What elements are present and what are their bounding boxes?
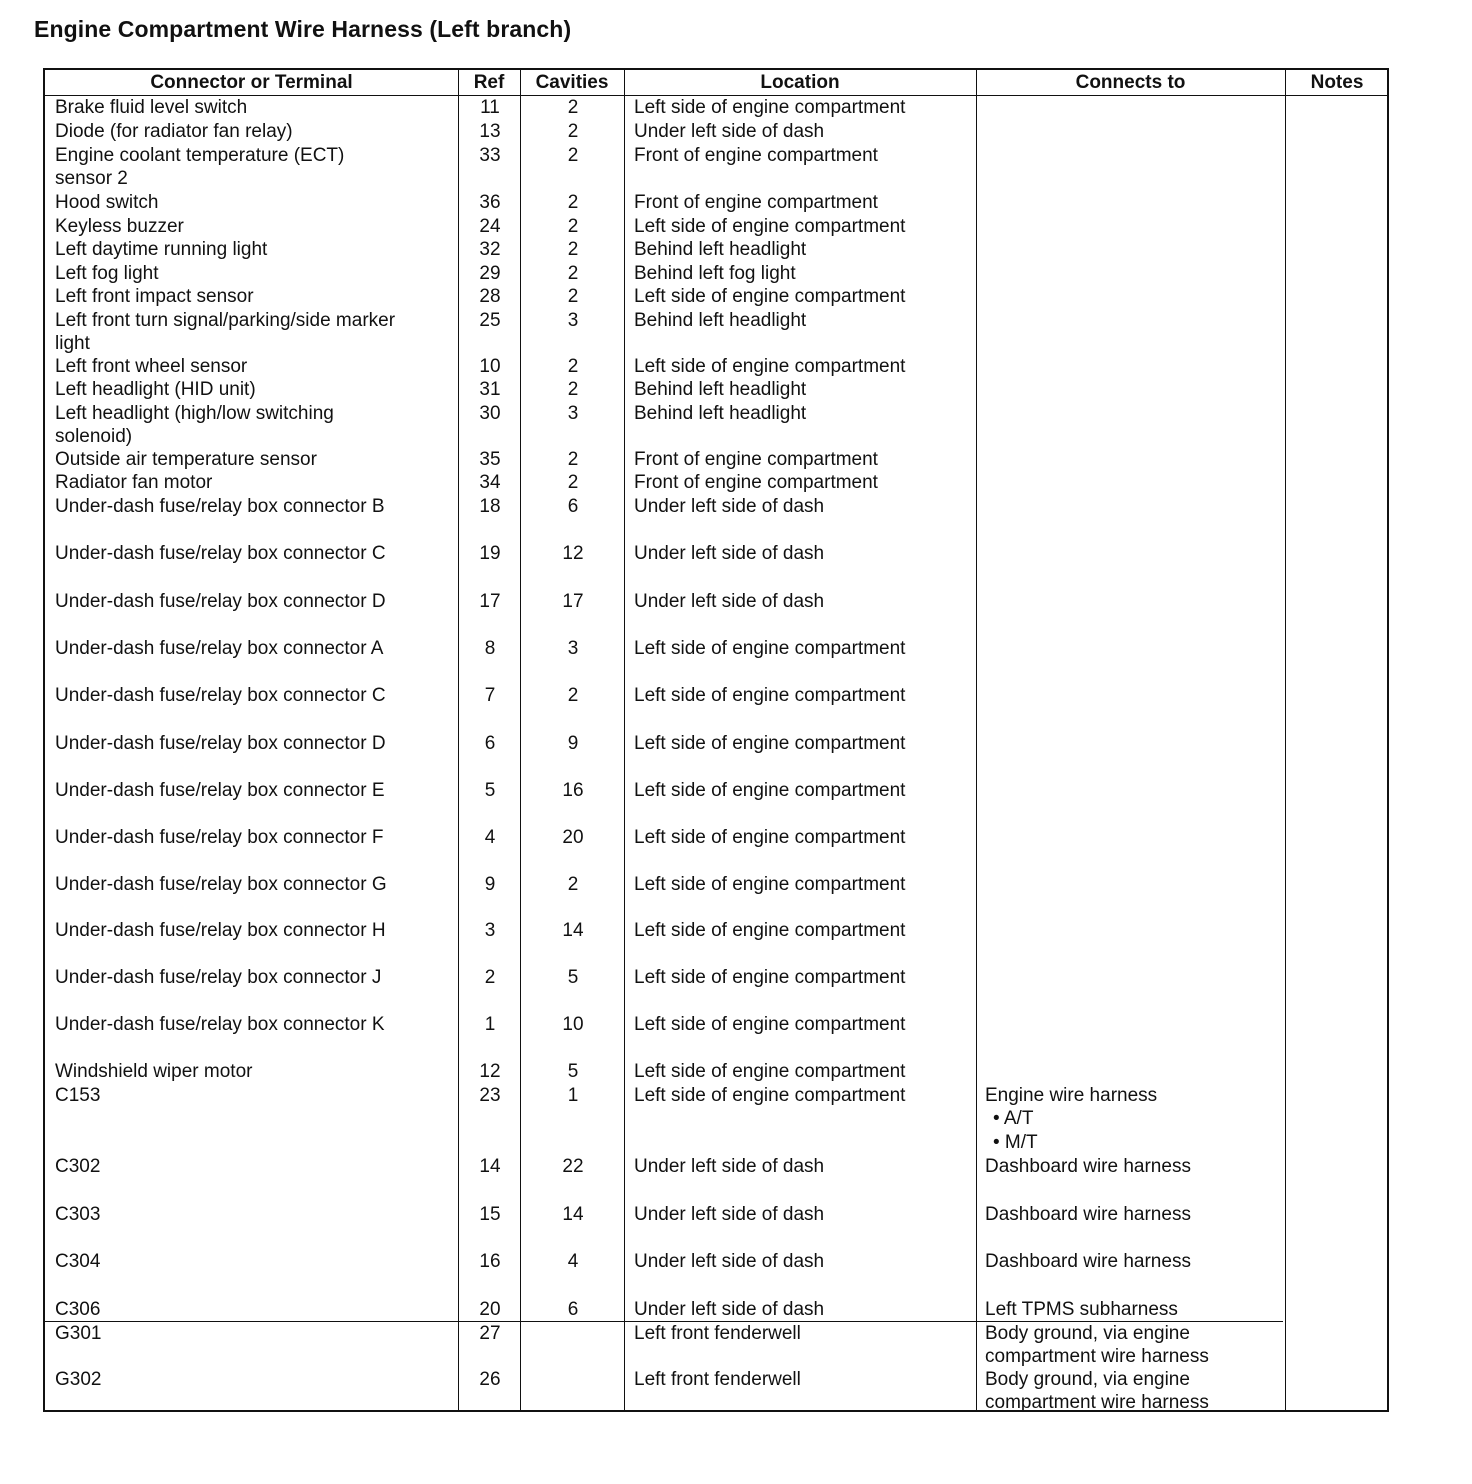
connector-name: Left front turn signal/parking/side marker light [55, 310, 396, 355]
cavities-value: 20 [562, 827, 584, 848]
connects-to-value: Body ground, via engine compartment wire harness [985, 1369, 1209, 1414]
location-value: Left side of engine compartment [634, 1061, 906, 1082]
connector-name: C153 [55, 1085, 101, 1106]
ref-value: 9 [484, 874, 496, 895]
connector-name: Radiator fan motor [55, 472, 213, 493]
cavities-value: 22 [562, 1156, 584, 1177]
ref-value: 18 [479, 496, 501, 517]
connector-name: G302 [55, 1369, 102, 1390]
connector-name: Left headlight (high/low switching solenoid) [55, 403, 334, 448]
ref-value: 7 [484, 685, 496, 706]
location-value: Front of engine compartment [634, 192, 878, 213]
cavities-value: 5 [567, 967, 579, 988]
ref-value: 28 [479, 286, 501, 307]
connector-name: G301 [55, 1323, 102, 1344]
ref-value: 25 [479, 310, 501, 331]
location-value: Behind left headlight [634, 310, 807, 331]
header-notes: Notes [1310, 72, 1364, 93]
ref-value: 19 [479, 543, 501, 564]
location-value: Under left side of dash [634, 496, 825, 517]
connector-name: Engine coolant temperature (ECT) sensor 2 [55, 145, 345, 190]
connector-name: C306 [55, 1299, 101, 1320]
header-cavities: Cavities [535, 72, 609, 93]
header-location: Location [760, 72, 840, 93]
connector-name: Diode (for radiator fan relay) [55, 121, 293, 142]
cavities-value: 6 [567, 1299, 579, 1320]
cavities-value: 14 [562, 920, 584, 941]
location-value: Left front fenderwell [634, 1323, 801, 1344]
cavities-value: 3 [567, 310, 579, 331]
cavities-value: 2 [567, 449, 579, 470]
ref-value: 34 [479, 472, 501, 493]
cavities-value: 16 [562, 780, 584, 801]
connector-name: Under-dash fuse/relay box connector K [55, 1014, 385, 1035]
connector-name: Windshield wiper motor [55, 1061, 253, 1082]
page-title: Engine Compartment Wire Harness (Left branch) [34, 16, 572, 42]
header-ref: Ref [473, 72, 505, 93]
location-value: Under left side of dash [634, 591, 825, 612]
ref-value: 20 [479, 1299, 501, 1320]
location-value: Under left side of dash [634, 1251, 825, 1272]
ref-value: 8 [484, 638, 496, 659]
connector-name: Under-dash fuse/relay box connector G [55, 874, 387, 895]
cavities-value: 2 [567, 216, 579, 237]
cavities-value: 3 [567, 638, 579, 659]
location-value: Under left side of dash [634, 543, 825, 564]
ref-value: 12 [479, 1061, 501, 1082]
location-value: Left side of engine compartment [634, 780, 906, 801]
location-value: Left side of engine compartment [634, 827, 906, 848]
cavities-value: 2 [567, 263, 579, 284]
cavities-value: 1 [567, 1085, 579, 1106]
location-value: Under left side of dash [634, 1156, 825, 1177]
ref-value: 24 [479, 216, 501, 237]
ref-value: 35 [479, 449, 501, 470]
location-value: Front of engine compartment [634, 472, 878, 493]
ref-value: 23 [479, 1085, 501, 1106]
location-value: Left side of engine compartment [634, 733, 906, 754]
connector-name: Under-dash fuse/relay box connector E [55, 780, 385, 801]
connector-name: Left headlight (HID unit) [55, 379, 256, 400]
connects-to-value: Left TPMS subharness [985, 1299, 1178, 1320]
connects-to-value: Engine wire harness • A/T • M/T [985, 1085, 1158, 1153]
ref-value: 32 [479, 239, 501, 260]
connector-name: Under-dash fuse/relay box connector C [55, 543, 386, 564]
cavities-value: 10 [562, 1014, 584, 1035]
cavities-value: 2 [567, 121, 579, 142]
location-value: Left side of engine compartment [634, 874, 906, 895]
location-value: Left side of engine compartment [634, 97, 906, 118]
location-value: Left side of engine compartment [634, 1085, 906, 1106]
connector-name: C303 [55, 1204, 101, 1225]
connector-name: Under-dash fuse/relay box connector D [55, 733, 386, 754]
ref-value: 3 [484, 920, 496, 941]
header-connector: Connector or Terminal [150, 72, 353, 93]
cavities-value: 2 [567, 97, 579, 118]
cavities-value: 6 [567, 496, 579, 517]
location-value: Behind left fog light [634, 263, 796, 284]
connector-name: Under-dash fuse/relay box connector A [55, 638, 384, 659]
location-value: Left side of engine compartment [634, 216, 906, 237]
connector-name: Left front wheel sensor [55, 356, 248, 377]
ref-value: 27 [479, 1323, 501, 1344]
col-divider [976, 70, 977, 1410]
ref-value: 6 [484, 733, 496, 754]
connector-name: Outside air temperature sensor [55, 449, 317, 470]
ref-value: 29 [479, 263, 501, 284]
cavities-value: 4 [567, 1251, 579, 1272]
location-value: Behind left headlight [634, 403, 807, 424]
ref-value: 17 [479, 591, 501, 612]
ref-value: 36 [479, 192, 501, 213]
header-connects-to: Connects to [1075, 72, 1186, 93]
location-value: Front of engine compartment [634, 449, 878, 470]
ref-value: 33 [479, 145, 501, 166]
connector-name: Left fog light [55, 263, 159, 284]
ref-value: 2 [484, 967, 496, 988]
location-value: Under left side of dash [634, 1299, 825, 1320]
connector-name: Under-dash fuse/relay box connector B [55, 496, 385, 517]
location-value: Behind left headlight [634, 239, 807, 260]
connector-name: Left front impact sensor [55, 286, 254, 307]
ref-value: 31 [479, 379, 501, 400]
cavities-value: 2 [567, 685, 579, 706]
connector-name: Keyless buzzer [55, 216, 184, 237]
connector-name: Under-dash fuse/relay box connector C [55, 685, 386, 706]
ref-value: 4 [484, 827, 496, 848]
ref-value: 5 [484, 780, 496, 801]
ref-value: 15 [479, 1204, 501, 1225]
cavities-value: 3 [567, 403, 579, 424]
ref-value: 1 [484, 1014, 496, 1035]
col-divider [1285, 70, 1286, 1410]
ref-value: 16 [479, 1251, 501, 1272]
ref-value: 26 [479, 1369, 501, 1390]
location-value: Under left side of dash [634, 121, 825, 142]
connects-to-value: Dashboard wire harness [985, 1204, 1191, 1225]
cavities-value: 2 [567, 145, 579, 166]
connector-name: Hood switch [55, 192, 159, 213]
ref-value: 14 [479, 1156, 501, 1177]
cavities-value: 12 [562, 543, 584, 564]
connector-name: Under-dash fuse/relay box connector H [55, 920, 386, 941]
location-value: Under left side of dash [634, 1204, 825, 1225]
ref-value: 30 [479, 403, 501, 424]
location-value: Left side of engine compartment [634, 638, 906, 659]
connector-name: Left daytime running light [55, 239, 268, 260]
cavities-value: 2 [567, 356, 579, 377]
cavities-value: 2 [567, 192, 579, 213]
cavities-value: 2 [567, 472, 579, 493]
ref-value: 13 [479, 121, 501, 142]
cavities-value: 2 [567, 379, 579, 400]
connector-name: Under-dash fuse/relay box connector D [55, 591, 386, 612]
connector-name: C304 [55, 1251, 101, 1272]
location-value: Left side of engine compartment [634, 1014, 906, 1035]
connects-to-value: Dashboard wire harness [985, 1251, 1191, 1272]
cavities-value: 5 [567, 1061, 579, 1082]
cavities-value: 14 [562, 1204, 584, 1225]
connector-name: Under-dash fuse/relay box connector F [55, 827, 384, 848]
location-value: Left side of engine compartment [634, 286, 906, 307]
location-value: Left side of engine compartment [634, 685, 906, 706]
location-value: Left side of engine compartment [634, 920, 906, 941]
location-value: Left front fenderwell [634, 1369, 801, 1390]
cavities-value: 2 [567, 286, 579, 307]
cavities-value: 17 [562, 591, 584, 612]
connects-to-value: Body ground, via engine compartment wire harness [985, 1323, 1209, 1368]
connector-name: Brake fluid level switch [55, 97, 248, 118]
harness-table [43, 68, 1389, 1412]
connector-name: C302 [55, 1156, 101, 1177]
cavities-value: 2 [567, 874, 579, 895]
location-value: Front of engine compartment [634, 145, 878, 166]
location-value: Left side of engine compartment [634, 967, 906, 988]
connector-name: Under-dash fuse/relay box connector J [55, 967, 382, 988]
connects-to-value: Dashboard wire harness [985, 1156, 1191, 1177]
cavities-value: 9 [567, 733, 579, 754]
location-value: Behind left headlight [634, 379, 807, 400]
location-value: Left side of engine compartment [634, 356, 906, 377]
cavities-value: 2 [567, 239, 579, 260]
ref-value: 10 [479, 356, 501, 377]
ref-value: 11 [480, 97, 500, 118]
